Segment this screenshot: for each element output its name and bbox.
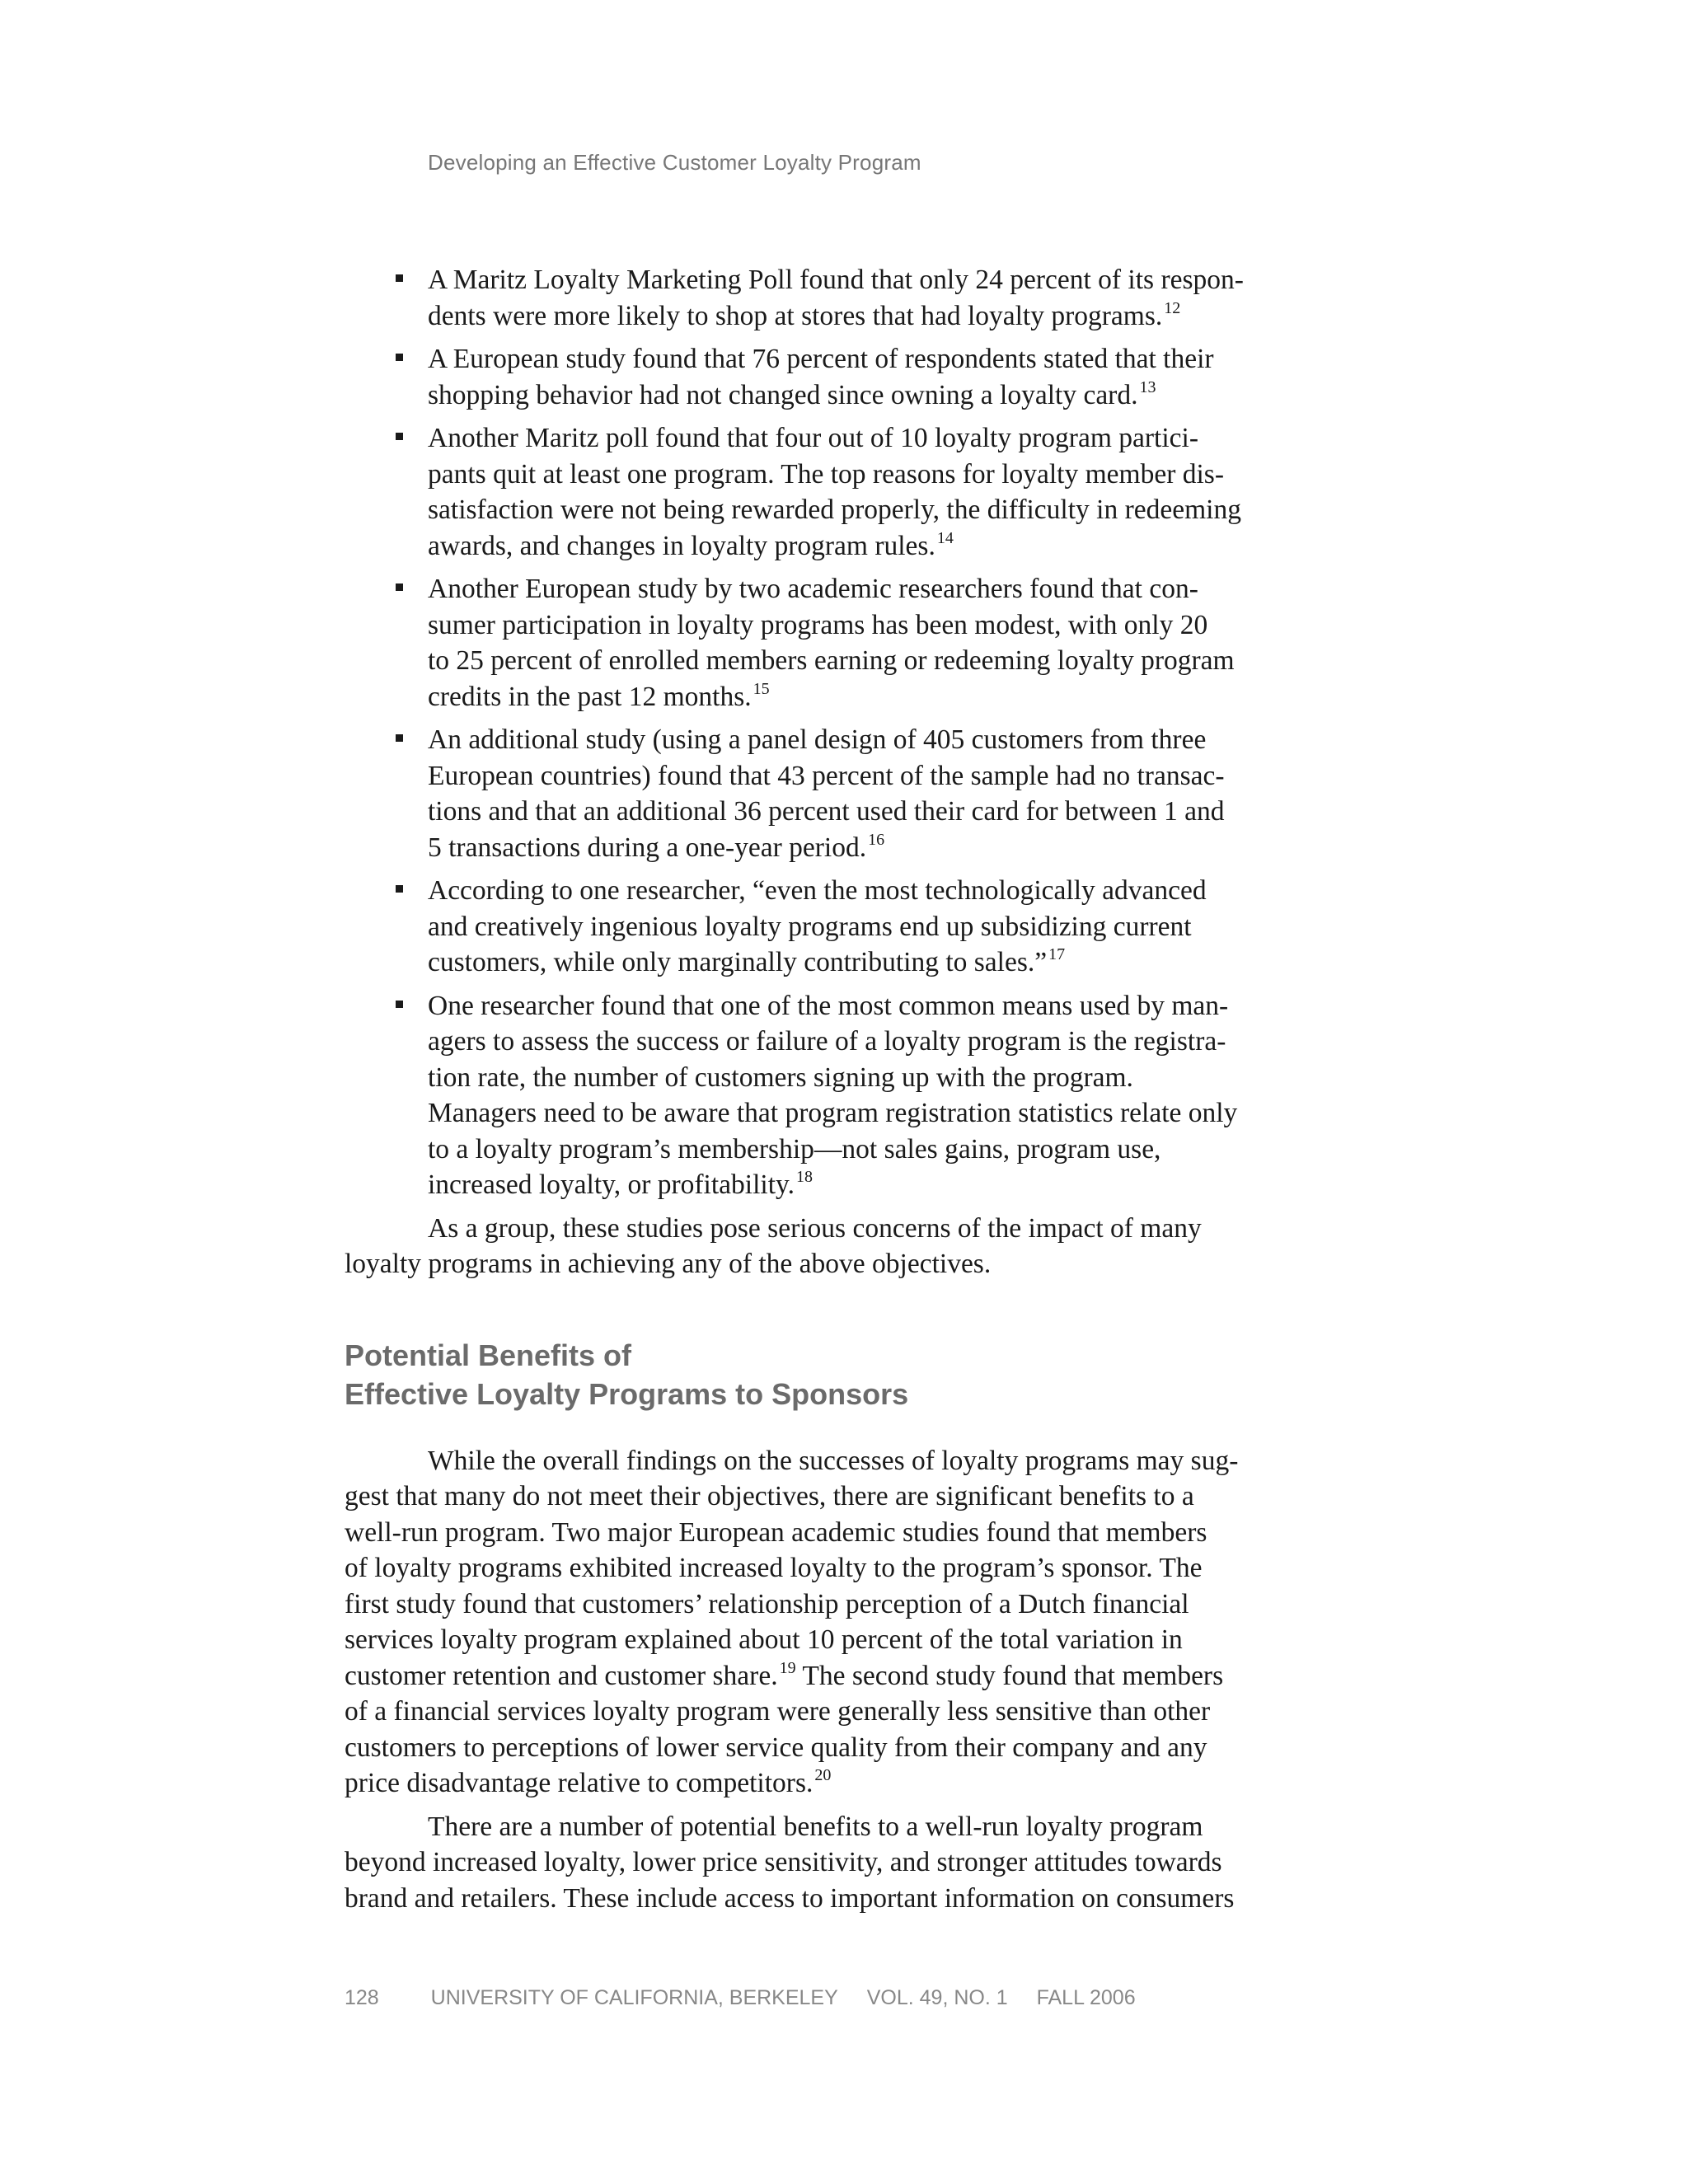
section-heading-line: Effective Loyalty Programs to Sponsors xyxy=(345,1376,909,1411)
bullet-line-last xyxy=(428,679,1334,715)
bullet-line-text: credits in the past 12 months. xyxy=(428,681,752,712)
footnote-ref: 12 xyxy=(1164,298,1181,317)
bullet-line-last xyxy=(428,944,1334,981)
section-heading xyxy=(345,1336,1334,1413)
benefits-paragraph xyxy=(345,1443,1334,1802)
bullet-line-last xyxy=(428,298,1334,335)
paragraph-line: gest that many do not meet their objectives, there are significant benefits to a xyxy=(345,1481,1194,1511)
bullet-square-icon xyxy=(396,734,403,742)
bullet-line: and creatively ingenious loyalty programs end up subsidizing current xyxy=(428,911,1192,942)
bullet-line-text: dents were more likely to shop at stores that had loyalty programs. xyxy=(428,300,1163,331)
bullet-square-icon xyxy=(396,885,403,893)
bullet-line: to 25 percent of enrolled members earning or redeeming loyalty program xyxy=(428,645,1235,676)
footnote-ref: 14 xyxy=(936,528,954,547)
bullet-square-icon xyxy=(396,583,403,591)
footnote-ref: 18 xyxy=(795,1168,813,1186)
list-item xyxy=(428,571,1334,715)
bullet-line: A European study found that 76 percent of respondents stated that their xyxy=(428,344,1214,374)
bullet-line-last xyxy=(428,830,1334,866)
bullet-line: agers to assess the success or failure of a loyalty program is the registra- xyxy=(428,1026,1226,1057)
bullet-line-last xyxy=(428,1167,1334,1203)
list-item xyxy=(428,262,1334,334)
paragraph-line-text: customer retention and customer share. xyxy=(345,1660,778,1691)
paragraph-line: first study found that customers’ relationship perception of a Dutch financial xyxy=(345,1588,1189,1619)
footnote-ref: 19 xyxy=(779,1658,796,1677)
paragraph-line: well-run program. Two major European academic studies found that members xyxy=(345,1516,1207,1548)
bullet-line-last xyxy=(428,377,1334,414)
bullet-line-text: increased loyalty, or profitability. xyxy=(428,1169,795,1200)
page-number: 128 xyxy=(345,1986,379,2009)
summary-paragraph xyxy=(345,1211,1334,1282)
paragraph-line: While the overall findings on the successes of loyalty programs may sug- xyxy=(428,1445,1239,1476)
footnote-ref: 17 xyxy=(1048,945,1066,963)
paragraph-line: of a financial services loyalty program were generally less sensitive than other xyxy=(345,1696,1211,1727)
bullet-square-icon xyxy=(396,274,403,282)
footnote-ref: 15 xyxy=(753,679,770,698)
bullet-line-last xyxy=(428,528,1334,565)
paragraph-line: services loyalty program explained about 10 percent of the total variation in xyxy=(345,1624,1183,1655)
page-footer xyxy=(345,1986,1136,2010)
list-item xyxy=(428,420,1334,564)
paragraph-line: beyond increased loyalty, lower price sensitivity, and stronger attitudes towards xyxy=(345,1847,1222,1877)
bullet-line: Another European study by two academic researchers found that con- xyxy=(428,574,1198,604)
bullet-line: A Maritz Loyalty Marketing Poll found that only 24 percent of its respon- xyxy=(428,265,1244,295)
article-body xyxy=(345,262,1334,1924)
footnote-ref: 16 xyxy=(868,830,885,849)
bullet-square-icon xyxy=(396,433,403,440)
paragraph-line xyxy=(345,1765,1334,1802)
bullet-line: According to one researcher, “even the most technologically advanced xyxy=(428,875,1207,906)
list-item xyxy=(428,988,1334,1203)
footnote-ref: 20 xyxy=(814,1766,832,1784)
additional-benefits-paragraph xyxy=(345,1809,1334,1917)
bullet-line: satisfaction were not being rewarded properly, the difficulty in redeeming xyxy=(428,494,1241,525)
paragraph-line: There are a number of potential benefits to a well-run loyalty program xyxy=(428,1811,1203,1842)
paragraph-line: As a group, these studies pose serious concerns of the impact of many xyxy=(428,1212,1202,1244)
list-item xyxy=(428,722,1334,865)
volume-number: VOL. 49, NO. 1 xyxy=(866,1986,1008,2009)
bullet-line: One researcher found that one of the most common means used by man- xyxy=(428,990,1229,1021)
paragraph-line xyxy=(345,1658,1334,1694)
footnote-ref: 13 xyxy=(1139,377,1156,396)
bullet-square-icon xyxy=(396,1001,403,1008)
bullet-line-text: customers, while only marginally contributing to sales.” xyxy=(428,947,1048,977)
paragraph-line-text: price disadvantage relative to competitors. xyxy=(345,1768,814,1798)
bullet-line: An additional study (using a panel design of 405 customers from three xyxy=(428,724,1207,755)
issue-date: FALL 2006 xyxy=(1036,1986,1136,2009)
list-item xyxy=(428,341,1334,413)
bullet-line: pants quit at least one program. The top reasons for loyalty member dis- xyxy=(428,458,1224,490)
bullet-line: to a loyalty program’s membership—not sales gains, program use, xyxy=(428,1133,1161,1165)
running-head: Developing an Effective Customer Loyalty Program xyxy=(428,150,921,175)
paragraph-line: loyalty programs in achieving any of the above objectives. xyxy=(345,1249,992,1279)
bullet-line: tions and that an additional 36 percent used their card for between 1 and xyxy=(428,796,1225,827)
bullet-line-text: shopping behavior had not changed since owning a loyalty card. xyxy=(428,379,1138,410)
bullet-line: Managers need to be aware that program registration statistics relate only xyxy=(428,1098,1238,1128)
bullet-line: sumer participation in loyalty programs has been modest, with only 20 xyxy=(428,609,1208,640)
paragraph-line: of loyalty programs exhibited increased loyalty to the program’s sponsor. The xyxy=(345,1553,1203,1583)
paragraph-line: brand and retailers. These include access to important information on consumers xyxy=(345,1882,1235,1914)
bullet-line: European countries) found that 43 percent of the sample had no transac- xyxy=(428,760,1225,791)
findings-bullet-list xyxy=(345,262,1334,1203)
journal-name: UNIVERSITY OF CALIFORNIA, BERKELEY xyxy=(430,1986,838,2009)
bullet-line: tion rate, the number of customers signing up with the program. xyxy=(428,1062,1133,1093)
paragraph-line-text: The second study found that members xyxy=(795,1660,1224,1691)
bullet-line-text: awards, and changes in loyalty program rules. xyxy=(428,530,935,561)
section-heading-line: Potential Benefits of xyxy=(345,1338,632,1372)
list-item xyxy=(428,873,1334,981)
paragraph-line: customers to perceptions of lower service quality from their company and any xyxy=(345,1732,1207,1763)
bullet-line: Another Maritz poll found that four out of 10 loyalty program partici- xyxy=(428,423,1198,453)
bullet-line-text: 5 transactions during a one-year period. xyxy=(428,832,867,863)
bullet-square-icon xyxy=(396,354,403,361)
